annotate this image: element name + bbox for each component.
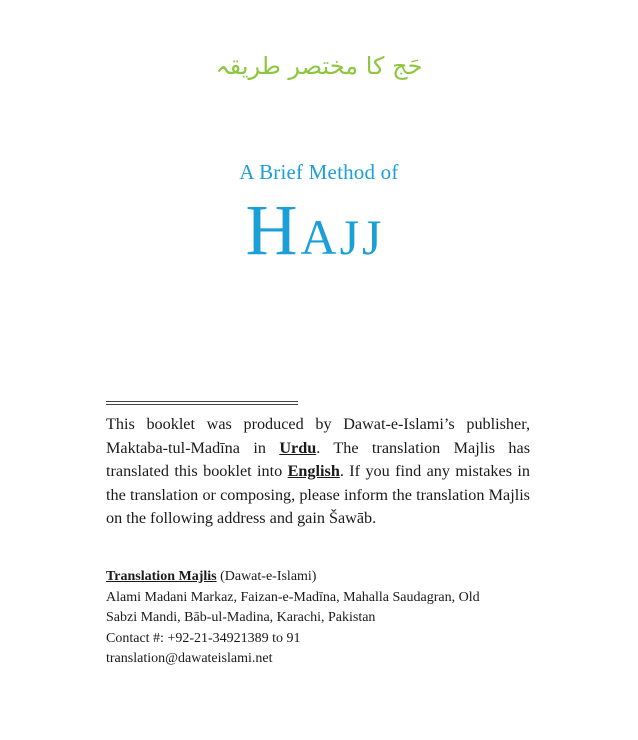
subtitle: A Brief Method of [239, 160, 399, 184]
contact-email[interactable]: translation@dawateislami.net [106, 651, 273, 666]
page-title: Hajj [245, 190, 385, 270]
address-line-1: Alami Madani Markaz, Faizan-e-Madīna, Mahalla Saudagran, Old [106, 589, 480, 605]
majlis-name: Translation Majlis [106, 569, 217, 584]
contact-block [106, 567, 536, 670]
divider [106, 401, 298, 405]
urdu-title: حَج کا مختصر طریقہ [215, 52, 423, 80]
address-line-2: Sabzi Mandi, Bāb-ul-Madina, Karachi, Pakistan [106, 610, 376, 625]
contact-phone: Contact #: +92-21-34921389 to 91 [106, 630, 301, 646]
source-language: Urdu [279, 438, 317, 457]
intro-text-2: . The translation Majlis has translated this booklet into [106, 438, 530, 480]
intro-paragraph [106, 413, 530, 531]
majlis-line [106, 567, 536, 588]
intro-text-3: . If you find any mistakes in the translation or composing, please inform the translation Majlis on the following address and gain Šawāb. [106, 462, 530, 527]
majlis-org: (Dawat-e-Islami) [216, 569, 317, 584]
target-language: English [287, 462, 340, 480]
intro-text-1: This booklet was produced by Dawat-e-Islami’s publisher, Maktaba-tul-Madīna in [106, 415, 530, 457]
